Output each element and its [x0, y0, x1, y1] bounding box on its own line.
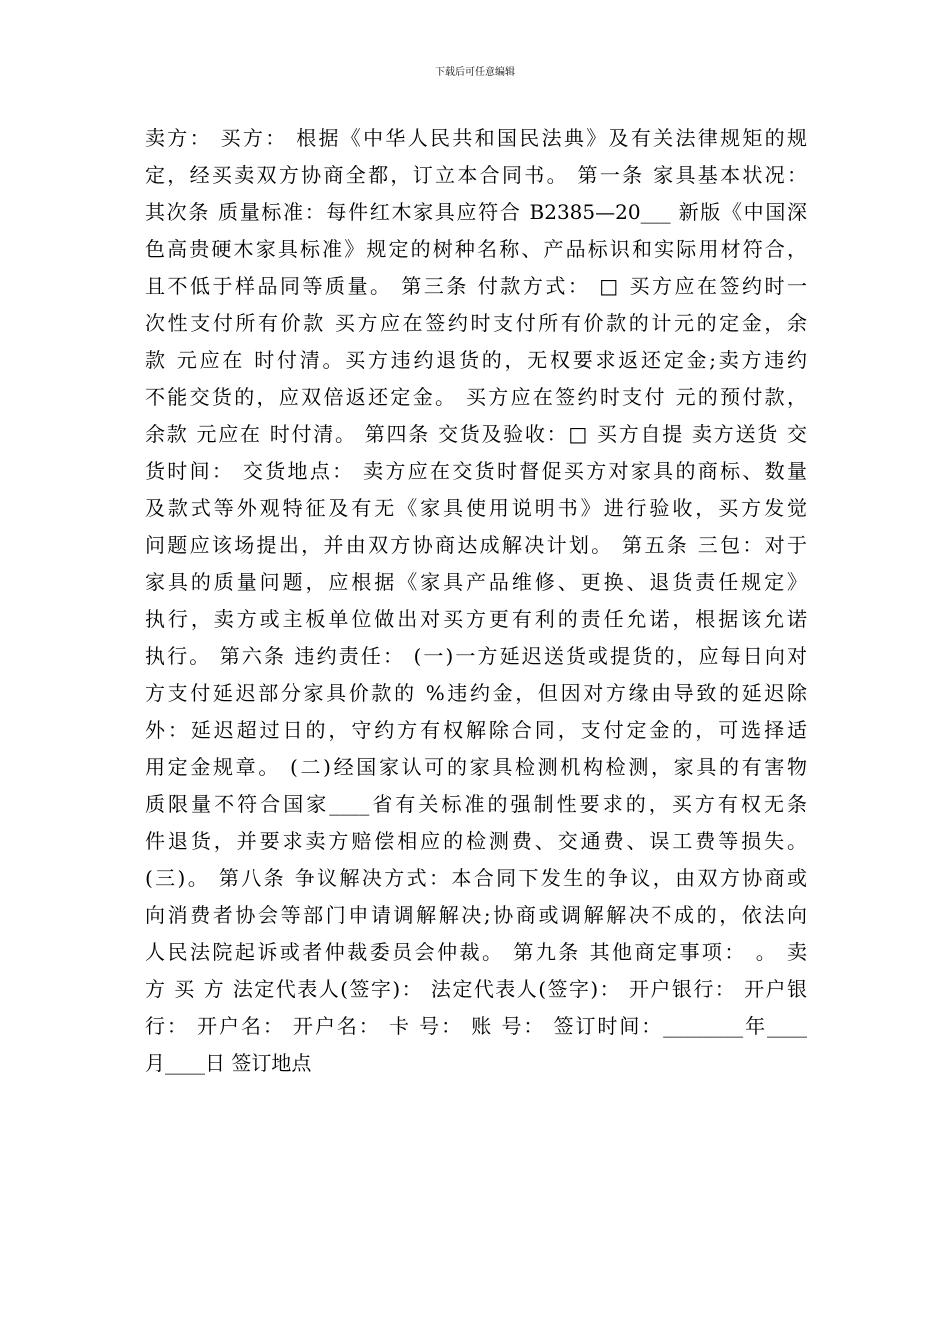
page-header-note: 下载后可任意编辑 — [435, 67, 515, 78]
text-line: 款 元应在 时付清。买方违约退货的，无权要求返还定金;卖方违约 — [145, 348, 807, 372]
text-line: 月____日 签订地点 — [145, 1051, 312, 1075]
text-line: 不能交货的，应双倍返还定金。 买方应在签约时支付 元的预付款， — [145, 385, 807, 409]
text-line: 次性支付所有价款 买方应在签约时支付所有价款的计元的定金，余 — [145, 311, 807, 335]
text-line: 余款 元应在 时付清。 第四条 交货及验收：□ 买方自提 卖方送货 交 — [145, 422, 807, 446]
text-line: 且不低于样品同等质量。 第三条 付款方式： □ 买方应在签约时一 — [145, 274, 807, 298]
text-line: 执行，卖方或主板单位做出对买方更有利的责任允诺，根据该允诺 — [145, 607, 807, 631]
text-line: 用定金规章。 (二)经国家认可的家具检测机构检测，家具的有害物 — [145, 755, 807, 779]
text-line: 人民法院起诉或者仲裁委员会仲裁。 第九条 其他商定事项： 。 卖 — [145, 940, 807, 964]
text-line: 方 买 方 法定代表人(签字)： 法定代表人(签字)： 开户银行： 开户银 — [145, 977, 807, 1001]
text-line: 质限量不符合国家____省有关标准的强制性要求的，买方有权无条 — [145, 792, 807, 816]
text-line: 向消费者协会等部门申请调解解决;协商或调解解决不成的，依法向 — [145, 903, 807, 927]
text-line: 执行。 第六条 违约责任： (一)一方延迟送货或提货的，应每日向对 — [145, 644, 807, 668]
text-line: 定，经买卖双方协商全都，订立本合同书。 第一条 家具基本状况： — [145, 163, 807, 187]
text-line: 其次条 质量标准：每件红木家具应符合 B2385—20___ 新版《中国深 — [145, 200, 807, 224]
contract-body — [145, 120, 807, 1082]
text-line: 货时间： 交货地点： 卖方应在交货时督促买方对家具的商标、数量 — [145, 459, 807, 483]
text-line: 件退货，并要求卖方赔偿相应的检测费、交通费、误工费等损失。 — [145, 829, 807, 853]
text-line: 色高贵硬木家具标准》规定的树种名称、产品标识和实际用材符合， — [145, 237, 807, 261]
text-line: 行： 开户名： 开户名： 卡 号： 账 号： 签订时间：________年____ — [145, 1014, 807, 1038]
text-line: 问题应该场提出，并由双方协商达成解决计划。 第五条 三包：对于 — [145, 533, 807, 557]
text-line: 方支付延迟部分家具价款的 %违约金，但因对方缘由导致的延迟除 — [145, 681, 807, 705]
text-line: 卖方： 买方： 根据《中华人民共和国民法典》及有关法律规矩的规 — [145, 126, 807, 150]
text-line: 外：延迟超过日的，守约方有权解除合同，支付定金的，可选择适 — [145, 718, 807, 742]
text-line: 及款式等外观特征及有无《家具使用说明书》进行验收，买方发觉 — [145, 496, 807, 520]
text-line: 家具的质量问题，应根据《家具产品维修、更换、退货责任规定》 — [145, 570, 807, 594]
text-line: (三)。 第八条 争议解决方式：本合同下发生的争议，由双方协商或 — [145, 866, 807, 890]
